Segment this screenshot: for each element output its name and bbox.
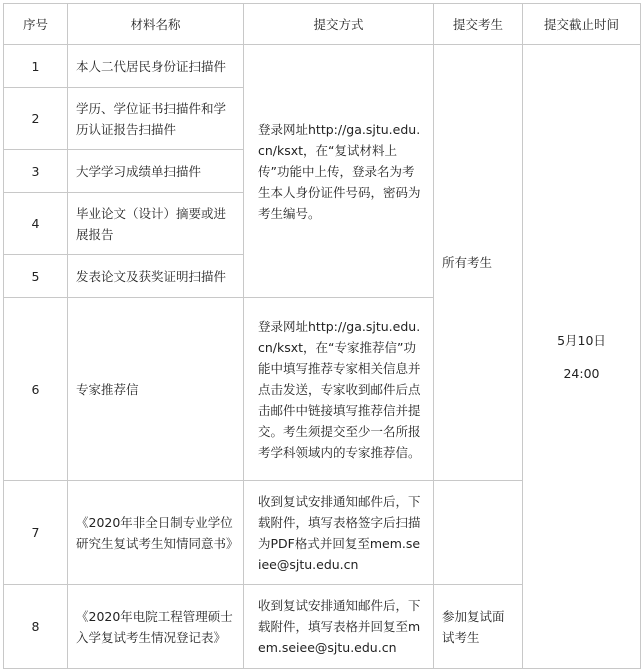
- row-seq: 6: [4, 298, 68, 481]
- material-name: 《2020年非全日制专业学位研究生复试考生知情同意书》: [68, 481, 244, 585]
- row-seq: 2: [4, 88, 68, 150]
- material-name: 专家推荐信: [68, 298, 244, 481]
- row-seq: 5: [4, 255, 68, 298]
- header-deadline: 提交截止时间: [523, 4, 641, 45]
- table-row: [4, 45, 641, 88]
- header-examinee: 提交考生: [434, 4, 523, 45]
- header-submission-method: 提交方式: [244, 4, 434, 45]
- material-name: 大学学习成绩单扫描件: [68, 150, 244, 193]
- row-seq: 7: [4, 481, 68, 585]
- register-method: 收到复试安排通知邮件后，下载附件，填写表格并回复至mem.seiee@sjtu.edu.cn: [244, 585, 434, 669]
- materials-table: [3, 3, 641, 669]
- header-seq: 序号: [4, 4, 68, 45]
- material-name: 发表论文及获奖证明扫描件: [68, 255, 244, 298]
- deadline-cell: [523, 45, 641, 669]
- header-material-name: 材料名称: [68, 4, 244, 45]
- consent-method: 收到复试安排通知邮件后，下载附件，填写表格签字后扫描为PDF格式并回复至mem.seiee@sjtu.edu.cn: [244, 481, 434, 585]
- row-seq: 1: [4, 45, 68, 88]
- examinee-interview: 参加复试面试考生: [434, 585, 523, 669]
- upload-method: 登录网址http://ga.sjtu.edu.cn/ksxt，在“复试材料上传”功能中上传，登录名为考生本人身份证件号码，密码为考生编号。: [244, 45, 434, 298]
- examinee-empty: [434, 481, 523, 585]
- row-seq: 8: [4, 585, 68, 669]
- material-name: 本人二代居民身份证扫描件: [68, 45, 244, 88]
- row-seq: 3: [4, 150, 68, 193]
- deadline-time: 24:00: [563, 365, 600, 381]
- row-seq: 4: [4, 193, 68, 255]
- header-row: [4, 4, 641, 45]
- material-name: 毕业论文（设计）摘要或进展报告: [68, 193, 244, 255]
- material-name: 学历、学位证书扫描件和学历认证报告扫描件: [68, 88, 244, 150]
- recommend-method: 登录网址http://ga.sjtu.edu.cn/ksxt，在“专家推荐信”功能中填写推荐专家相关信息并点击发送，专家收到邮件后点击邮件中链接填写推荐信并提交。考生须提交至少一名所报考学科领域内的专家推荐信。: [244, 298, 434, 481]
- deadline-date: 5月10日: [557, 332, 606, 348]
- examinee-all: 所有考生: [434, 45, 523, 481]
- material-name: 《2020年电院工程管理硕士入学复试考生情况登记表》: [68, 585, 244, 669]
